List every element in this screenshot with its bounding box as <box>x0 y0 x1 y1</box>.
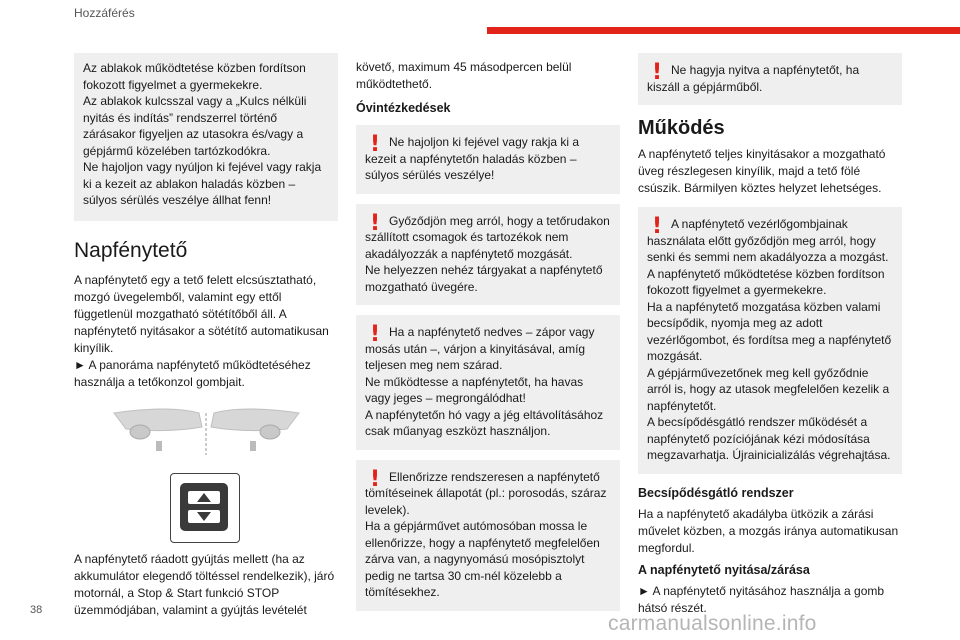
warning-text: A napfénytető vezérlőgombjainak használata előtt győződjön meg arról, hogy senki és semmi nem akadályozza a mozgást. <box>647 217 889 264</box>
paragraph: A napfénytető ráadott gyújtás mellett (ha az akkumulátor elegendő töltéssel rendelkezik), járó motornál, a Stop & Start funkció STOP üzemmódjában, valamint a gyújtás levételét <box>74 551 335 617</box>
warning-exclamation-icon: ! <box>369 322 381 347</box>
warning-exclamation-icon: ! <box>369 210 381 236</box>
open-close-arrows-icon <box>180 483 228 531</box>
roof-console-illustration <box>74 399 338 459</box>
warning-text: Ne hagyja nyitva a napfénytetőt, ha kiszáll a gépjárműből. <box>647 63 860 94</box>
warning-exclamation-icon: ! <box>651 214 663 239</box>
subheading-open-close: A napfénytető nyitása/zárása <box>638 562 810 577</box>
roof-console-drawing <box>74 399 338 459</box>
box-line: Ne hajoljon vagy nyúljon ki fejével vagy rakja ki a kezeit az ablakon haladás közben – súlyos sérülés veszélye állhat fenn! <box>83 160 322 207</box>
paragraph: A napfénytető egy a tető felett elcsúsztatható, mozgó üvegelemből, valamint egy ettől függetlenül mozgatható sötétítőből áll. A napfénytető nyitásakor a sötétítő automatikusan kinyílik. <box>74 272 329 355</box>
section-heading-sunroof: Napfénytető <box>74 238 188 262</box>
box-line: Az ablakok kulcsszal vagy a „Kulcs nélküli nyitás és indítás” rendszerrel történő zárásakor figyeljen az utasokra és/vagy a gépjármű közelében tartózkodókra. <box>83 94 307 158</box>
column-3 <box>638 53 902 617</box>
warning-box-leave-open <box>638 53 902 105</box>
paragraph-instruction: ► A napfénytető nyitásához használja a gomb hátsó részét. <box>638 583 885 615</box>
warning-text: Ellenőrizze rendszeresen a napfénytető tömítéseinek állapotát (pl.: porosodás, száraz levelek). <box>365 469 607 517</box>
warning-text: A gépjárművezetőnek meg kell győződnie arról is, hogy az utasok megfelelően kezelik a napfénytetőt. <box>647 365 890 413</box>
warning-text: A becsípődésgátló rendszer működését a napfénytető pozíciójának kézi módosítása megzavarhatja. Újrainicializálás végrehajtása. <box>647 415 891 462</box>
paragraph-continued: követő, maximum 45 másodpercen belül működtethető. <box>356 60 572 91</box>
warning-box-lean-out <box>356 125 620 194</box>
paragraph: A napfénytető teljes kinyitásakor a mozgatható üveg részlegesen kinyílik, majd a tető fölé csúszik. Bármilyen köztes helyzet lehetséges. <box>638 147 886 195</box>
button-panel-figure <box>74 473 338 553</box>
sunroof-switch <box>180 483 228 531</box>
subheading-anti-pinch: Becsípődésgátló rendszer <box>638 485 794 500</box>
column-1 <box>74 53 338 619</box>
section-heading-operation: Működés <box>638 117 725 139</box>
page-number: 38 <box>30 604 43 616</box>
warning-text: A napfénytető működtetése közben fordítson fokozott figyelmet a gyermekekre. <box>647 266 885 297</box>
warning-text: Ha a napfénytető nedves – zápor vagy mosás után –, várjon a kinyitásával, amíg teljesen meg nem szárad. <box>365 325 595 372</box>
warning-exclamation-icon: ! <box>369 466 381 492</box>
warning-text: Ne működtesse a napfénytetőt, ha havas vagy jeges – megrongálódhat! <box>365 374 584 405</box>
warning-text: A napfénytetőn hó vagy a jég eltávolításához csak műanyag eszközt használjon. <box>365 407 604 438</box>
section-title: Hozzáférés <box>74 6 135 20</box>
sunroof-switch-panel <box>170 473 240 543</box>
warning-box-seals <box>356 460 620 611</box>
box-line: Az ablakok működtetése közben fordítson fokozott figyelmet a gyermekekre. <box>83 61 306 92</box>
warning-box-children <box>74 53 338 221</box>
header-accent-bar <box>487 27 960 34</box>
warning-box-roof-bars <box>356 204 620 306</box>
warning-text: Ha a napfénytető mozgatása közben valami becsípődik, nyomja meg az adott vezérlőgombot, és fordítsa meg a napfénytető mozgását. <box>647 299 892 363</box>
warning-box-wet-roof <box>356 315 620 450</box>
warning-text: Ne helyezzen nehéz tárgyakat a napfénytető mozgatható üvegére. <box>365 263 603 294</box>
warning-text: Ha a gépjárművet autómosóban mossa le ellenőrizze, hogy a napfénytető megfelelően zárva van, a nagynyomású mosópisztolyt pedig ne tartsa 30 cm-nél közelebb a tömítésekhez. <box>365 519 600 599</box>
warning-text: Ne hajoljon ki fejével vagy rakja ki a kezeit a napfénytetőn haladás közben – súlyos sérülés veszélye! <box>365 135 580 182</box>
watermark: carmanualsonline.info <box>608 612 817 635</box>
precautions-heading: Óvintézkedések <box>356 101 451 115</box>
warning-exclamation-icon: ! <box>651 60 663 85</box>
column-2 <box>356 53 620 611</box>
paragraph-instruction: ► A panoráma napfénytető működtetéséhez használja a tetőkonzol gombjait. <box>74 357 311 389</box>
warning-box-controls <box>638 207 902 474</box>
paragraph: Ha a napfénytető akadályba ütközik a zárási művelet közben, a mozgás iránya automatikusan megfordul. <box>638 506 899 555</box>
warning-exclamation-icon: ! <box>369 132 381 157</box>
warning-text: Győződjön meg arról, hogy a tetőrudakon szállított csomagok és tartozékok nem akadályozzák a napfénytető mozgását. <box>365 213 610 261</box>
